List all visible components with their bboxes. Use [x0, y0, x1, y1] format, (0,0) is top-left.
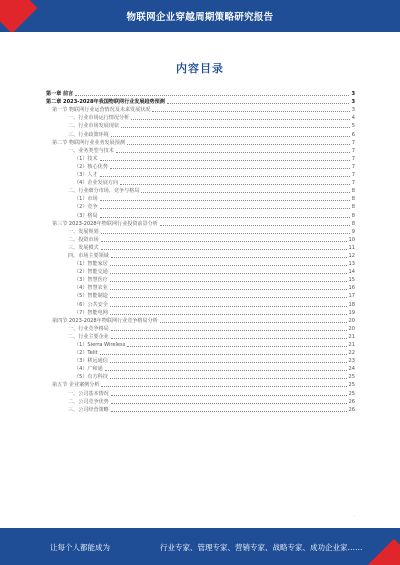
toc-entry-page: 19	[348, 309, 355, 316]
toc-entry[interactable]	[46, 105, 355, 113]
toc-leader-dots	[100, 176, 350, 177]
toc-entry-title: 第五节 企业案例分析	[52, 382, 100, 389]
toc-leader-dots	[101, 249, 347, 250]
toc-entry-page: 23	[348, 358, 355, 365]
toc-entry[interactable]	[46, 243, 355, 251]
toc-entry-title: （5）智能制造	[74, 293, 108, 300]
toc-entry-title: （2）竞争	[74, 204, 98, 211]
toc-entry-title: （6）公共安全	[74, 301, 108, 308]
toc-entry[interactable]	[46, 194, 355, 202]
toc-entry-page: 11	[348, 244, 355, 251]
toc-leader-dots	[101, 241, 347, 242]
toc-leader-dots	[131, 119, 350, 120]
header-banner	[0, 0, 400, 32]
toc-entry-title: （3）格局	[74, 212, 98, 219]
toc-entry[interactable]	[46, 267, 355, 275]
toc-leader-dots	[100, 208, 350, 209]
toc-entry-title: 第一节 物联网行业运营情况及未来发展状况	[52, 107, 151, 114]
toc-entry[interactable]	[46, 324, 355, 332]
toc-entry[interactable]	[46, 356, 355, 364]
toc-entry-title: 第二节 物联网行业业务发展预测	[52, 139, 125, 146]
toc-entry-title: （1）市场	[74, 196, 98, 203]
toc-entry-page: 7	[351, 155, 355, 162]
toc-entry-page: 3	[351, 91, 355, 98]
toc-entry-title: 二、行业市场发展现状	[68, 123, 119, 130]
toc-leader-dots	[111, 338, 347, 339]
toc-leader-dots	[160, 322, 347, 323]
toc-leader-dots	[100, 354, 347, 355]
toc-leader-dots	[100, 217, 350, 218]
toc-leader-dots	[111, 403, 347, 404]
toc-entry[interactable]	[46, 291, 355, 299]
toc-entry-page: 26	[348, 398, 355, 405]
toc-leader-dots	[110, 273, 347, 274]
toc-entry[interactable]	[46, 372, 355, 380]
toc-entry-page: 8	[351, 204, 355, 211]
toc-entry-page: 7	[351, 163, 355, 170]
toc-entry-page: 7	[351, 172, 355, 179]
toc-entry-title: 三、行业政策环境	[68, 131, 109, 138]
toc-heading: 内容目录	[176, 62, 224, 75]
toc-entry[interactable]	[46, 227, 355, 235]
toc-entry-page: 24	[348, 366, 355, 373]
toc-entry[interactable]	[46, 129, 355, 137]
toc-entry-title: 第一章 前言	[46, 91, 74, 98]
toc-entry[interactable]	[46, 210, 355, 218]
toc-leader-dots	[110, 362, 347, 363]
toc-entry-page: 17	[348, 293, 355, 300]
toc-entry-title: 第三节 2023-2028年物联网行业投资前景分析	[52, 220, 158, 227]
toc-leader-dots	[105, 370, 347, 371]
toc-entry[interactable]	[46, 332, 355, 340]
footer-red-corner	[366, 539, 400, 565]
toc-entry[interactable]	[46, 186, 355, 194]
toc-entry[interactable]	[46, 138, 355, 146]
toc-leader-dots	[116, 152, 350, 153]
toc-leader-dots	[127, 144, 350, 145]
toc-leader-dots	[120, 184, 350, 185]
toc-entry-page: 20	[348, 317, 355, 324]
toc-entry-title: 第二章 2023-2028年我国物联网行业发展趋势预测	[46, 99, 165, 106]
toc-leader-dots	[111, 395, 347, 396]
toc-entry[interactable]	[46, 380, 355, 388]
toc-leader-dots	[75, 95, 349, 96]
toc-entry-title: （1）技术	[74, 155, 98, 162]
toc-entry-title: （5）有方科技	[74, 374, 108, 381]
toc-leader-dots	[141, 192, 349, 193]
toc-entry-title: 一、行业市场运行情况分析	[68, 115, 130, 122]
toc-entry[interactable]	[46, 170, 355, 178]
toc-entry-page: 20	[348, 325, 355, 332]
toc-leader-dots	[160, 225, 350, 226]
toc-entry[interactable]	[46, 251, 355, 259]
toc-leader-dots	[111, 411, 347, 412]
toc-entry-title: 二、行业主要企业	[68, 333, 109, 340]
toc-entry-title: （4）企业发展方向	[74, 180, 118, 187]
toc-entry[interactable]	[46, 308, 355, 316]
toc-entry[interactable]	[46, 405, 355, 413]
toc-entry-title: 三、公司经营策略	[68, 406, 109, 413]
toc-entry[interactable]	[46, 259, 355, 267]
toc-entry-page: 22	[348, 350, 355, 357]
footer-slogan-left: 让每个人都能成为	[50, 543, 110, 552]
toc-entry[interactable]	[46, 89, 355, 97]
toc-leader-dots	[111, 257, 347, 258]
toc-entry-page: 8	[351, 220, 355, 227]
toc-leader-dots	[152, 111, 349, 112]
toc-entry-title: （3）人才	[74, 172, 98, 179]
toc-entry[interactable]	[46, 364, 355, 372]
toc-entry[interactable]	[46, 162, 355, 170]
toc-entry-page: 6	[351, 131, 355, 138]
toc-entry-title: （1）智能家居	[74, 261, 108, 268]
toc-entry-page: 15	[348, 277, 355, 284]
toc-entry-title: （1）Sierra Wireless	[74, 342, 126, 348]
toc-entry-title: 二、投资市场	[68, 236, 99, 243]
toc-leader-dots	[101, 386, 346, 387]
toc-entry-page: 7	[351, 139, 355, 146]
toc-leader-dots	[100, 160, 350, 161]
toc-entry-title: 四、市场主要领域	[68, 252, 109, 259]
toc-leader-dots	[110, 168, 350, 169]
toc-entry-page: 21	[348, 333, 355, 340]
toc-leader-dots	[110, 306, 347, 307]
toc-entry[interactable]	[46, 283, 355, 291]
toc-entry-page: 8	[351, 212, 355, 219]
toc-entry-title: 一、公司基本情况	[68, 390, 109, 397]
toc-entry[interactable]	[46, 121, 355, 129]
toc-entry-title: （3）智慧医疗	[74, 277, 108, 284]
toc-entry[interactable]	[46, 299, 355, 307]
toc-leader-dots	[110, 314, 347, 315]
toc-entry-title: 二、公司竞争优势	[68, 398, 109, 405]
toc-entry[interactable]	[46, 397, 355, 405]
toc-entry[interactable]	[46, 388, 355, 396]
toc-entry[interactable]	[46, 219, 355, 227]
toc-leader-dots	[110, 378, 347, 379]
toc-entry-page: 8	[351, 196, 355, 203]
toc-entry[interactable]	[46, 340, 355, 348]
toc-leader-dots	[110, 289, 347, 290]
toc-entry[interactable]	[46, 113, 355, 121]
toc-entry[interactable]	[46, 97, 355, 105]
toc-entry-page: 25	[348, 390, 355, 397]
toc-entry[interactable]	[46, 146, 355, 154]
toc-leader-dots	[100, 200, 350, 201]
toc-leader-dots	[111, 136, 350, 137]
toc-entry-page: 13	[348, 261, 355, 268]
toc-entry-title: 一、业务类型与技术	[68, 147, 114, 154]
toc-entry[interactable]	[46, 235, 355, 243]
footer-slogan-right: 行业专家、管理专家、营销专家、战略专家、成功企业家……	[160, 543, 363, 552]
toc-entry-page: 9	[351, 228, 355, 235]
toc-entry-title: 一、行业竞争格局	[68, 325, 109, 332]
toc-entry-page: 18	[348, 301, 355, 308]
toc-entry[interactable]	[46, 178, 355, 186]
toc-leader-dots	[110, 281, 347, 282]
toc-entry-page: 10	[348, 236, 355, 243]
toc-entry-page: 25	[348, 374, 355, 381]
toc-entry-page: 3	[351, 99, 355, 106]
toc-entry-page: 5	[351, 123, 355, 130]
toc-entry[interactable]	[46, 316, 355, 324]
footer-banner	[0, 528, 400, 565]
toc-entry-page: 16	[348, 285, 355, 292]
toc-entry[interactable]	[46, 348, 355, 356]
toc-entry-title: （7）智能电网	[74, 309, 108, 316]
toc-entry-page: 25	[348, 382, 355, 389]
toc-leader-dots	[127, 346, 346, 347]
toc-entry-title: （2）核心优势	[74, 163, 108, 170]
toc-entry-title: （4）智慧农业	[74, 285, 108, 292]
report-title: 物联网企业穿越周期策略研究报告	[126, 12, 274, 23]
toc-entry[interactable]	[46, 275, 355, 283]
toc-leader-dots	[110, 265, 347, 266]
toc-leader-dots	[111, 330, 347, 331]
toc-entry-title: （3）移远通信	[74, 358, 108, 365]
toc-entry-title: 第四节 2023-2028年物联网行业竞争格局分析	[52, 317, 158, 324]
toc-leader-dots	[101, 233, 350, 234]
toc-entry-title: 二、行业细分市场、竞争与格局	[68, 188, 140, 195]
toc-entry-title: 三、发展模式	[68, 244, 99, 251]
toc-leader-dots	[110, 297, 347, 298]
toc-entry-title: （4）广和通	[74, 366, 103, 373]
toc-entry-title: （2）Telit	[74, 350, 98, 357]
toc-entry-page: 12	[348, 252, 355, 259]
toc-entry-title: （2）智能交通	[74, 269, 108, 276]
toc-entry-page: 21	[348, 342, 355, 348]
toc-entry[interactable]	[46, 202, 355, 210]
toc-leader-dots	[121, 127, 350, 128]
page-marker: ·	[354, 514, 356, 519]
toc-entry-title: 一、发展规划	[68, 228, 99, 235]
toc-entry-page: 7	[351, 180, 355, 187]
toc-entry-page: 7	[351, 147, 355, 154]
toc-entry-page: 14	[348, 269, 355, 276]
table-of-contents	[46, 89, 355, 413]
toc-entry-page: 4	[351, 115, 355, 122]
toc-entry[interactable]	[46, 154, 355, 162]
toc-leader-dots	[167, 103, 350, 104]
toc-entry-page: 8	[351, 188, 355, 195]
toc-entry-page: 3	[351, 107, 355, 114]
toc-entry-page: 26	[348, 406, 355, 413]
